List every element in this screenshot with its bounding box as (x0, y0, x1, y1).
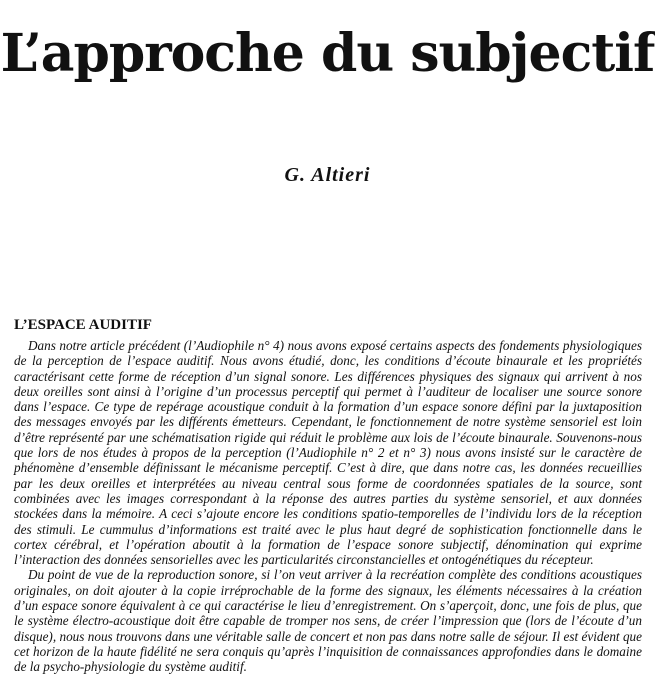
body-paragraph: Du point de vue de la reproduction sonore, si l’on veut arriver à la recréation complète des conditions acoustiques originales, on doit ajouter à la copie irréprochable de la forme des signaux, les éléments nécessaires à la création d’un espace sonore équivalent à ce qui caractérise le lieu d’enregistrement. On s’aperçoit, donc, une fois de plus, que le système électro-acoustique doit être capable de tromper nos sens, de créer l’impression que (lors de l’écoute d’un disque), nous nous trouvons dans une véritable salle de concert et non pas dans notre salle de séjour. Il est évident que cet horizon de la haute fidélité ne sera conquis qu’après l’inquisition de connaissances approfondies dans le domaine de la psycho-physiologie du système auditif. (14, 567, 642, 675)
section-heading: L’ESPACE AUDITIF (14, 317, 152, 333)
article-body (14, 338, 642, 675)
article-title: L’approche du subjectif (0, 23, 655, 84)
author-name: G. Altieri (284, 164, 371, 186)
body-paragraph: Dans notre article précédent (l’Audiophile n° 4) nous avons exposé certains aspects des fondements physiologiques de la perception de l’espace auditif. Nous avons étudié, donc, les conditions d’écoute binaurale et les propriétés caractérisant cette forme de réception d’un signal sonore. Les différences physiques des signaux qui arrivent à nos deux oreilles sont ainsi à l’origine d’un processus perceptif qui permet à l’auditeur de localiser une source sonore dans l’espace. Ce type de repérage acoustique conduit à la formation d’un espace sonore défini par la juxtaposition des messages envoyés par les différents émetteurs. Cependant, le fonctionnement de notre système sensoriel est loin d’être représenté par une schématisation rigide qui réduit le problème aux lois de l’écoute binaurale. Souvenons-nous que lors de nos études à propos de la perception (l’Audiophile n° 2 et n° 3) nous avons insisté sur le caractère de phénomène d’ensemble définissant le mécanisme perceptif. C’est à dire, que dans notre cas, les données recueillies par les deux oreilles et interprétées au niveau central sous forme de coordonnées spatiales de la source, sont combinées avec les images correspondant à la réponse des autres parties du système sensoriel, et aux données stockées dans la mémoire. A ceci s’ajoute encore les conditions spatio-temporelles de l’individu lors de la réception des stimuli. Le cummulus d’informations est traité avec le plus haut degré de sophistication fonctionnelle dans le cortex cérébral, et l’opération aboutit à la formation de l’espace sonore subjectif, dénomination qui exprime l’interaction des données sensorielles avec les particularités circonstancielles et ontogénétiques du récepteur. (14, 338, 642, 568)
